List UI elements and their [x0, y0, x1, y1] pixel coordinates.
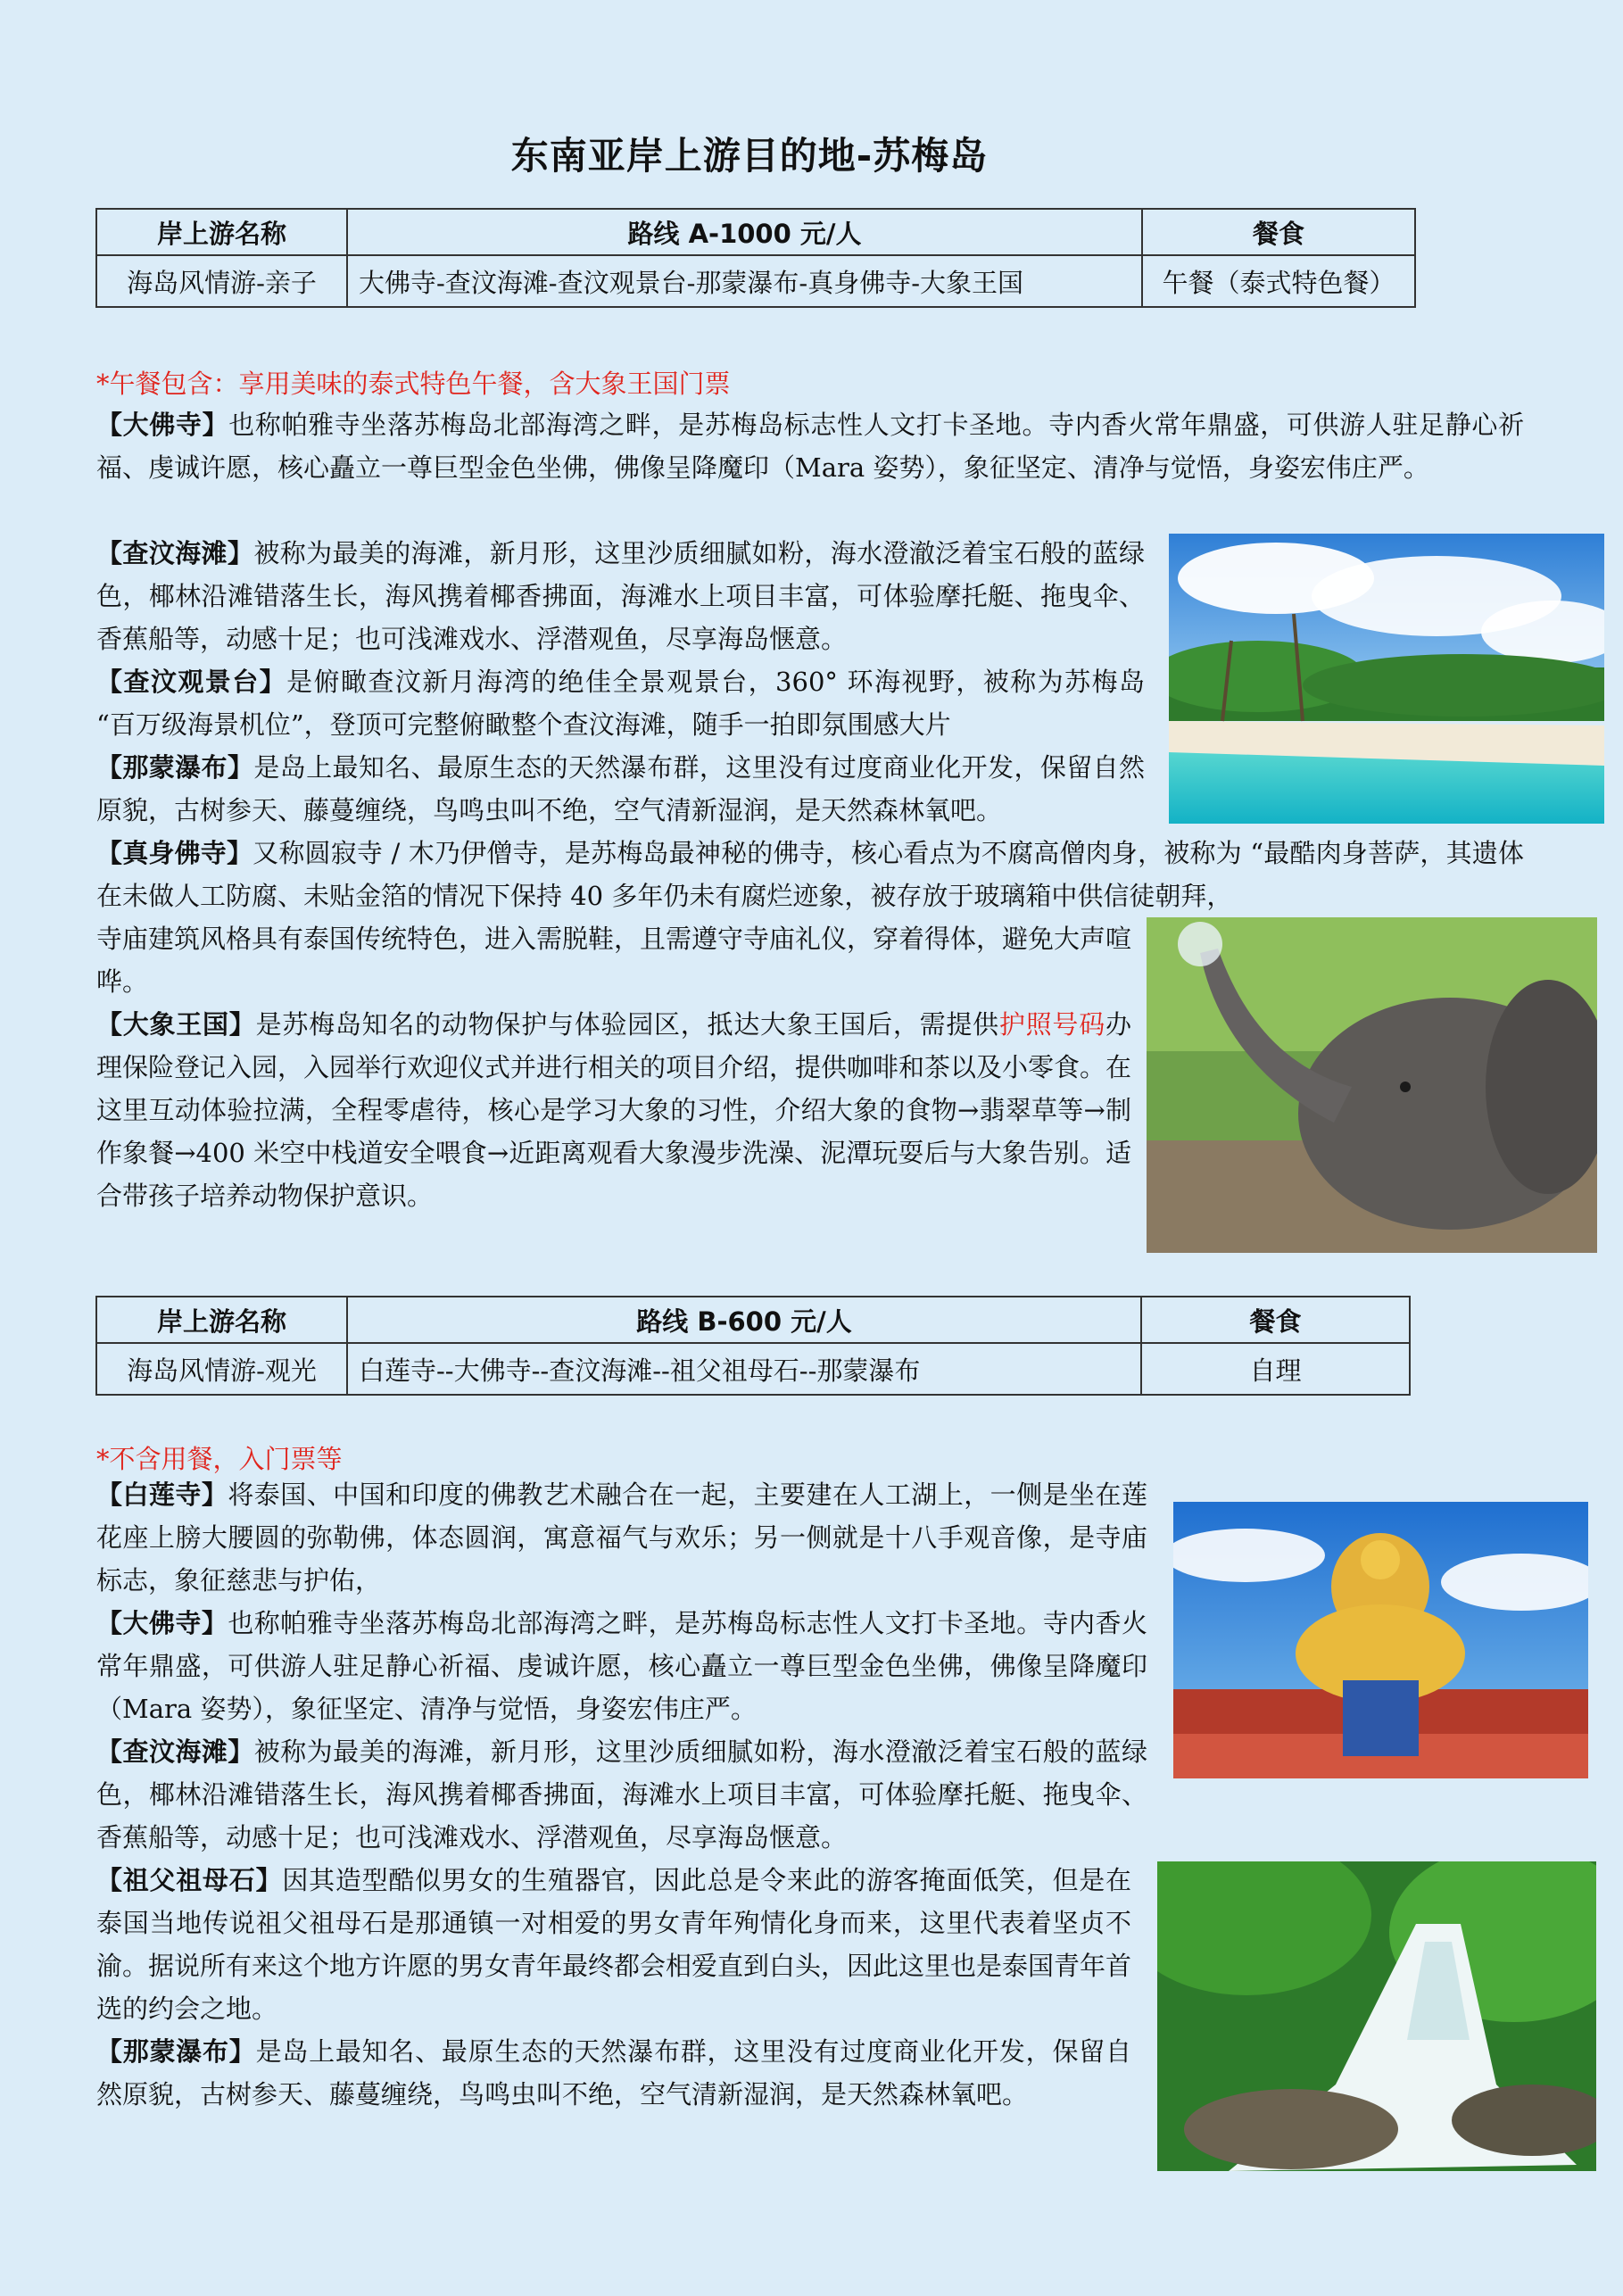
- section-heading: 【查汶海滩】: [96, 538, 254, 568]
- para-big-buddha-b: [96, 1602, 1147, 1730]
- elephant-photo: [1147, 917, 1597, 1253]
- para-grandfather-rock: [96, 1859, 1131, 2030]
- table-header-meal: 餐食: [1141, 1297, 1410, 1343]
- section-heading: 【白莲寺】: [96, 1480, 228, 1510]
- section-text: 是岛上最知名、最原生态的天然瀑布群，这里没有过度商业化开发，保留自然原貌，古树参天、藤蔓缠绕，鸟鸣虫叫不绝，空气清新湿润，是天然森林氧吧。: [96, 752, 1145, 825]
- table-cell-route: 大佛寺-查汶海滩-查汶观景台-那蒙瀑布-真身佛寺-大象王国: [347, 255, 1142, 307]
- beach-photo: [1169, 534, 1604, 824]
- section-text: 也称帕雅寺坐落苏梅岛北部海湾之畔，是苏梅岛标志性人文打卡圣地。寺内香火常年鼎盛，可供游人驻足静心祈福、虔诚许愿，核心矗立一尊巨型金色坐佛，佛像呈降魔印（Mara 姿势），象征坚定、清净与觉悟，身姿宏伟庄严。: [96, 1608, 1147, 1724]
- section-text: 因其造型酷似男女的生殖器官，因此总是令来此的游客掩面低笑，但是在泰国当地传说祖父祖母石是那通镇一对相爱的男女青年殉情化身而来，这里代表着坚贞不渝。据说所有来这个地方许愿的男女青年最终都会相爱直到白头，因此这里也是泰国青年首选的约会之地。: [96, 1865, 1132, 2024]
- table-header-route: 路线 B-600 元/人: [347, 1297, 1141, 1343]
- section-heading: 【那蒙瀑布】: [96, 2036, 256, 2067]
- table-header-name: 岸上游名称: [96, 209, 347, 255]
- table-header-name: 岸上游名称: [96, 1297, 347, 1343]
- para-white-lotus-temple: [96, 1473, 1147, 1602]
- para-mummy-monk-temple-a: [96, 832, 1524, 917]
- section-text: 是苏梅岛知名的动物保护与体验园区，抵达大象王国后，需提供: [255, 1009, 999, 1040]
- table-cell-meal: 午餐（泰式特色餐）: [1142, 255, 1415, 307]
- table-cell-meal: 自理: [1141, 1343, 1410, 1395]
- golden-buddha-photo: [1173, 1502, 1588, 1778]
- section-heading: 【真身佛寺】: [96, 838, 253, 868]
- para-big-buddha: [96, 403, 1524, 489]
- table-cell-name: 海岛风情游-观光: [96, 1343, 347, 1395]
- para-chaweng-beach-b: [96, 1730, 1147, 1859]
- section-heading: 【祖父祖母石】: [96, 1865, 283, 1895]
- section-text: 也称帕雅寺坐落苏梅岛北部海湾之畔，是苏梅岛标志性人文打卡圣地。寺内香火常年鼎盛，可供游人驻足静心祈福、虔诚许愿，核心矗立一尊巨型金色坐佛，佛像呈降魔印（Mara 姿势），象征坚定、清净与觉悟，身姿宏伟庄严。: [96, 410, 1524, 483]
- section-text: 被称为最美的海滩，新月形，这里沙质细腻如粉，海水澄澈泛着宝石般的蓝绿色，椰林沿滩错落生长，海风携着椰香拂面，海滩水上项目丰富，可体验摩托艇、拖曳伞、香蕉船等，动感十足；也可浅滩戏水、浮潜观鱼，尽享海岛惬意。: [96, 1737, 1147, 1853]
- section-heading: 【查汶观景台】: [96, 667, 287, 697]
- page-title: 东南亚岸上游目的地-苏梅岛: [510, 134, 989, 178]
- table-header-route: 路线 A-1000 元/人: [347, 209, 1142, 255]
- section-text: 被称为最美的海滩，新月形，这里沙质细腻如粉，海水澄澈泛着宝石般的蓝绿色，椰林沿滩错落生长，海风携着椰香拂面，海滩水上项目丰富，可体验摩托艇、拖曳伞、香蕉船等，动感十足；也可浅滩戏水、浮潜观鱼，尽享海岛惬意。: [96, 538, 1145, 654]
- section-text: 是岛上最知名、最原生态的天然瀑布群，这里没有过度商业化开发，保留自然原貌，古树参天、藤蔓缠绕，鸟鸣虫叫不绝，空气清新湿润，是天然森林氧吧。: [96, 2036, 1131, 2110]
- table-header-row: [96, 209, 1415, 255]
- table-header-row: [96, 1297, 1410, 1343]
- section-text: 将泰国、中国和印度的佛教艺术融合在一起，主要建在人工湖上，一侧是坐在莲花座上膀大腰圆的弥勒佛，体态圆润，寓意福气与欢乐；另一侧就是十八手观音像，是寺庙标志，象征慈悲与护佑，: [96, 1480, 1147, 1596]
- para-mummy-monk-temple-b: [96, 917, 1131, 1003]
- passport-highlight: 护照号码: [998, 1009, 1105, 1040]
- para-elephant-kingdom: [96, 1003, 1131, 1217]
- table-header-meal: 餐食: [1142, 209, 1415, 255]
- section-text: 是俯瞰查汶新月海湾的绝佳全景观景台，360° 环海视野，被称为苏梅岛 “百万级海景机位”，登顶可完整俯瞰整个查汶海滩，随手一拍即氛围感大片: [96, 667, 1145, 740]
- section-heading: 【查汶海滩】: [96, 1737, 254, 1767]
- table-cell-route: 白莲寺--大佛寺--查汶海滩--祖父祖母石--那蒙瀑布: [347, 1343, 1141, 1395]
- section-text: 办理保险登记入园，入园举行欢迎仪式并进行相关的项目介绍，提供咖啡和茶以及小零食。在这里互动体验拉满，全程零虐待，核心是学习大象的习性，介绍大象的食物→翡翠草等→制作象餐→400 米空中栈道安全喂食→近距离观看大象漫步洗澡、泥潭玩耍后与大象告别。适合带孩子培养动物保护意识。: [96, 1009, 1132, 1211]
- section-heading: 【大象王国】: [96, 1009, 256, 1040]
- section-text: 又称圆寂寺 / 木乃伊僧寺，是苏梅岛最神秘的佛寺，核心看点为不腐高僧肉身，被称为 “最酷肉身菩萨，其遗体在未做人工防腐、未贴金箔的情况下保持 40 多年仍未有腐烂迹象，被存放于玻璃箱中供信徒朝拜，: [96, 838, 1524, 911]
- table-cell-name: 海岛风情游-亲子: [96, 255, 347, 307]
- para-chaweng-viewpoint: [96, 660, 1145, 746]
- para-na-muang-waterfall-b: [96, 2030, 1131, 2116]
- route-b-table: [95, 1296, 1411, 1396]
- table-row: [96, 1343, 1410, 1395]
- route-a-note: *午餐包含：享用美味的泰式特色午餐，含大象王国门票: [96, 369, 731, 399]
- route-a-table: [95, 208, 1416, 308]
- waterfall-photo: [1157, 1861, 1596, 2171]
- route-b-note: *不含用餐，入门票等: [96, 1444, 343, 1474]
- para-na-muang-waterfall: [96, 746, 1145, 832]
- section-text: 寺庙建筑风格具有泰国传统特色，进入需脱鞋，且需遵守寺庙礼仪，穿着得体，避免大声喧哗。: [96, 924, 1132, 997]
- section-heading: 【那蒙瀑布】: [96, 752, 254, 783]
- section-heading: 【大佛寺】: [96, 1608, 228, 1638]
- para-chaweng-beach: [96, 532, 1145, 660]
- section-heading: 【大佛寺】: [96, 410, 229, 440]
- table-row: [96, 255, 1415, 307]
